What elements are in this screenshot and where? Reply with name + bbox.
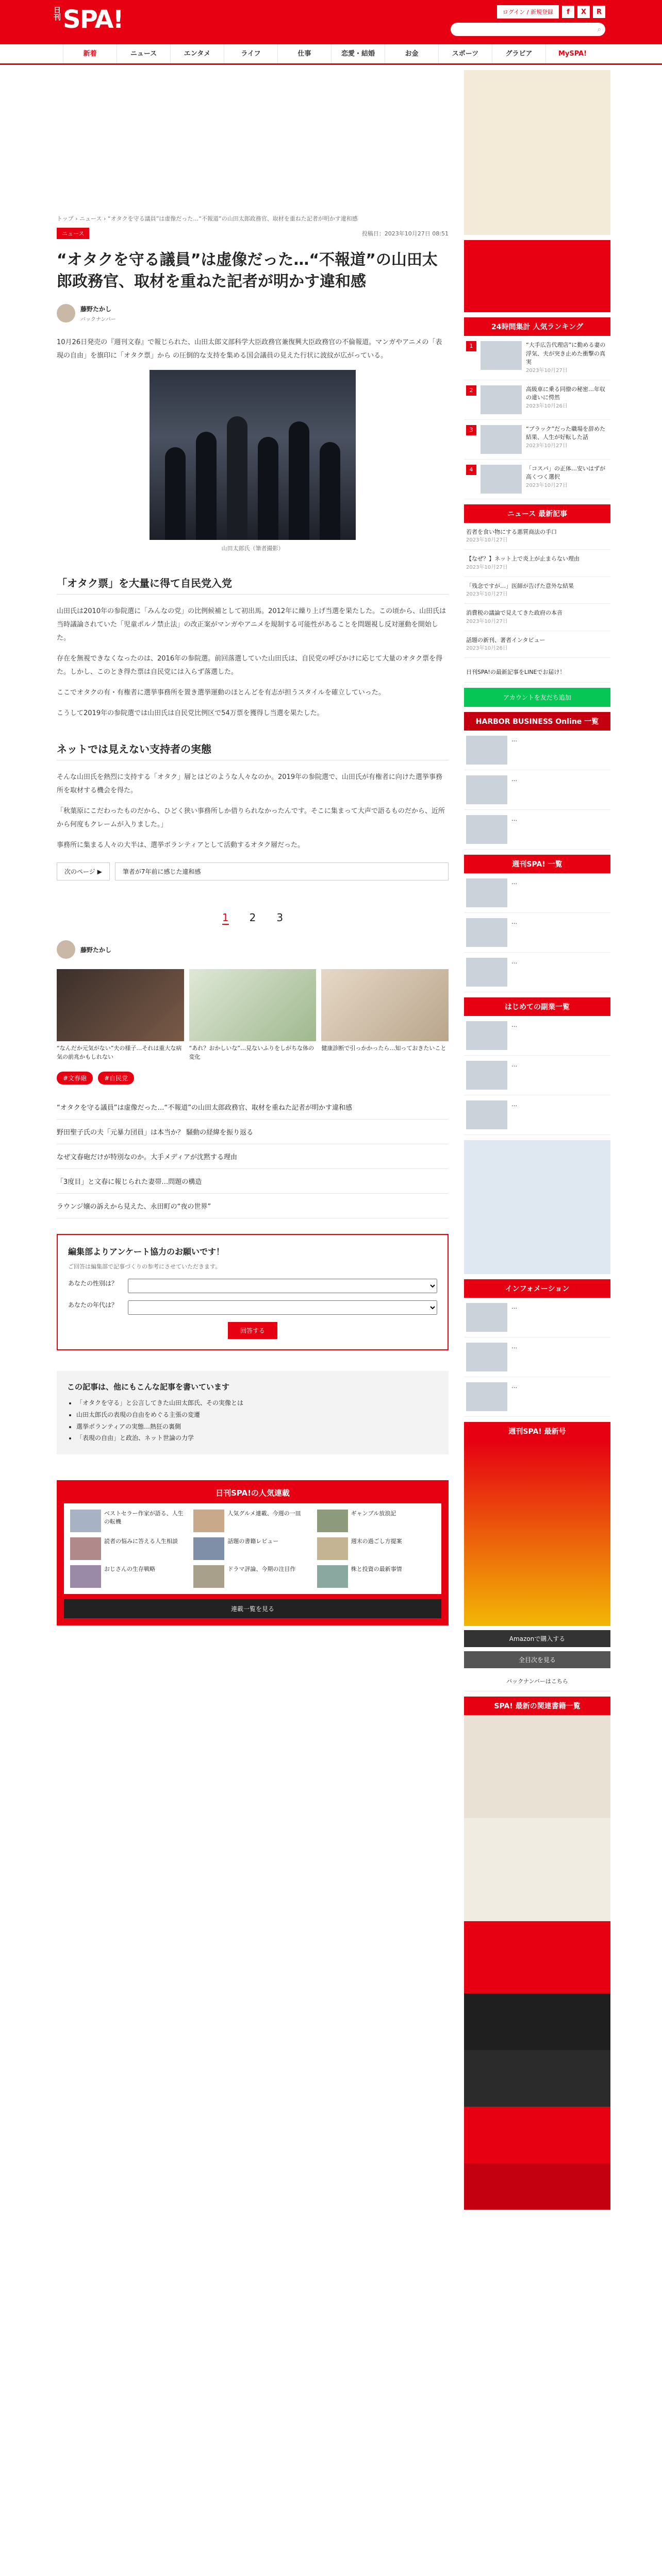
section-heading-1: 「オタク票」を大量に得て自民党入党 [57,575,449,595]
related-link[interactable]: “オタクを守る議員”は虚像だった…“不報道”の山田太郎政務官、取材を重ねた記者が明かす違和感 [57,1095,449,1120]
nav-item[interactable]: グラビア [492,44,545,63]
info-item[interactable]: … [464,1298,610,1337]
global-nav [0,44,662,65]
popular-item[interactable]: ギャンブル放浪記 [317,1510,435,1532]
article-body [57,336,449,554]
promo-banner[interactable] [464,240,610,312]
header-actions [497,5,605,19]
popular-series [57,1480,449,1625]
lead-paragraph: 10月26日発売の『週刊文春』で報じられた、山田太郎文部科学大臣政務官兼復興大臣政務官の不倫報道。マンガやアニメの「表現の自由」を旗印に「オタク票」から の圧倒的な支持を集める国会議員の見えた行状に波紋が広がっている。 [57,338,442,360]
paragraph: 存在を無視できなくなったのは、2016年の参院選。前回落選していた山田氏は、自民党の呼びかけに応じて大量のオタク票を得た。しかし、このとき得た票は自民党には入らず落選した。 [57,655,443,676]
popular-item[interactable]: 株と投資の最新事情 [317,1565,435,1588]
author-block [57,304,449,323]
x-icon[interactable]: X [577,6,590,18]
magazine-cover[interactable] [464,1440,610,1626]
weekly-box [464,1422,610,1692]
popular-item[interactable]: ベストセラー作家が語る、人生の転機 [70,1510,188,1532]
info-item[interactable]: … [464,1377,610,1417]
search-box [451,23,605,36]
page-2-link[interactable]: 2 [249,911,256,924]
survey-desc: ご回答は編集部で記事づくりの参考にさせていただきます。 [68,1263,221,1270]
paragraph: そんな山田氏を熱烈に支持する「オタク」層とはどのような人々なのか。2019年の参院選で、山田氏が有権者に向けた選挙事務所を取材する機会を得た。 [57,773,442,794]
hajimete-item[interactable]: … [464,1056,610,1095]
avatar[interactable] [57,304,75,323]
books-box [464,1697,610,2210]
news-item[interactable]: 【なぜ？】ネット上で炎上が止まらない理由 2023年10月27日 [464,550,610,577]
nav-item[interactable]: MySPA! [545,44,599,63]
photo-caption: 山田太郎氏（筆者撮影） [221,545,284,552]
section-body-1 [57,605,449,720]
book-cover[interactable] [464,1715,610,1818]
tag-link[interactable]: #文春砲 [57,1072,93,1084]
nav-item[interactable]: 新着 [63,44,117,63]
nav-item[interactable]: ニュース [117,44,170,63]
hajimete-head[interactable]: はじめての副業一覧 [464,997,610,1016]
info-box [464,1279,610,1417]
main-column [52,65,454,1651]
toc-button[interactable]: 全目次を見る [464,1651,610,1668]
related-thumb[interactable]: “あれ？おかしいな”…見ないふりをしがちな体の変化 [189,969,317,1061]
harbor-item[interactable]: … [464,810,610,850]
age-select[interactable] [128,1300,437,1315]
backnumber-link[interactable]: バックナンバーはこちら [464,1672,610,1692]
harbor-box [464,712,610,850]
related-link[interactable]: 「3度目」と文春に報じられた妻帯…問題の構造 [57,1169,449,1194]
author-other-articles [57,1371,449,1454]
sidebar [464,65,610,2210]
popular-item[interactable]: ドラマ評論、今期の注目作 [193,1565,311,1588]
recommend-item[interactable]: • 「表現の自由」と政治、ネット世論の力学 [76,1432,438,1444]
survey-title: 編集部よりアンケート協力のお願いです！ [68,1247,225,1257]
related-thumb[interactable]: 健康診断で引っかかったら…知っておきたいこと [321,969,449,1061]
survey-question: あなたの性別は？ [68,1279,437,1293]
survey-submit-button[interactable]: 回答する [228,1322,277,1339]
weekly-head: 週刊SPA! 最新号 [464,1422,610,1440]
hajimete-item[interactable]: … [464,1095,610,1135]
nav-item[interactable]: 恋愛・結婚 [331,44,385,63]
nav-item[interactable]: エンタメ [170,44,224,63]
related-link[interactable]: ラウンジ嬢の訴えから見えた、永田町の“夜の世界” [57,1194,449,1218]
tag-link[interactable]: #自民党 [98,1072,134,1084]
spa-box [464,855,610,992]
popular-item[interactable]: 話題の書籍レビュー [193,1537,311,1560]
spa-head[interactable]: 週刊SPA! 一覧 [464,855,610,873]
survey-question: あなたの年代は？ [68,1300,437,1315]
recommend-item[interactable]: • 「オタクを守る」と公言してきた山田太郎氏、その実像とは [76,1397,438,1409]
popular-item[interactable]: 週末の過ごし方提案 [317,1537,435,1560]
book-cover[interactable] [464,1921,610,1993]
author-name[interactable]: 藤野たかし [80,946,112,954]
news-item[interactable]: 話題の新刊、著者インタビュー 2023年10月26日 [464,631,610,658]
related-thumb[interactable]: “なんだか元気がない”夫の様子…それは重大な病気の前兆かもしれない [57,969,184,1061]
author-name[interactable]: 藤野たかし [80,305,112,313]
page-1-link[interactable]: 1 [222,911,229,924]
related-link[interactable]: 野田聖子氏の夫「元暴力団員」は本当か？ 騒動の経緯を振り返る [57,1120,449,1144]
series-list-button[interactable]: 連載一覧を見る [64,1599,441,1618]
book-cover[interactable] [464,2107,610,2163]
news-item[interactable]: 「残念ですが…」医師が告げた意外な結果 2023年10月27日 [464,577,610,604]
backnumber-link[interactable]: バックナンバー [80,316,116,323]
book-cover[interactable] [464,1818,610,1921]
popular-grid [64,1503,441,1594]
tag-list [57,1072,449,1084]
popular-item[interactable]: 読者の悩みに答える人生相談 [70,1537,188,1560]
ranking-item[interactable]: 4 「コスパ」の正体…安いはずが高くつく選択 2023年10月27日 [464,460,610,499]
nav-item[interactable]: お金 [385,44,438,63]
related-link[interactable]: なぜ文春砲だけが特別なのか。大手メディアが沈黙する理由 [57,1144,449,1169]
article-title: “オタクを守る議員”は虚像だった…“不報道”の山田太郎政務官、取材を重ねた記者が明かす違和感 [57,251,438,291]
spa-item[interactable]: … [464,913,610,953]
search-icon[interactable]: ⌕ [597,25,601,33]
nav-item[interactable]: スポーツ [438,44,492,63]
books-head: SPA! 最新の関連書籍一覧 [464,1697,610,1715]
section-heading-2: ネットでは見えない支持者の実態 [57,741,449,760]
article-meta [57,228,449,239]
pagination [52,911,454,925]
line-box [464,663,610,707]
ranking-head: 24時間集計 人気ランキング [464,317,610,336]
news-head: ニュース 最新記事 [464,504,610,523]
book-cover[interactable] [464,1993,610,2050]
recommend-title: この記事は、他にもこんな記事を書いています [67,1382,230,1392]
paragraph: 事務所に集まる人々の大半は、選挙ボランティアとして活動するオタク層だった。 [57,841,304,849]
news-item[interactable]: 消費税の議論で見えてきた政府の本音 2023年10月27日 [464,604,610,631]
info-head: インフォメーション [464,1279,610,1298]
ranking-item[interactable]: 3 “ブラック”だった職場を辞めた結果、人生が好転した話 2023年10月27日 [464,420,610,460]
harbor-item[interactable]: … [464,770,610,810]
related-links [57,1095,449,1218]
article-photo[interactable] [150,370,356,540]
hajimete-box [464,997,610,1135]
news-item[interactable]: 若者を食い物にする悪質商法の手口 2023年10月27日 [464,523,610,550]
login-button[interactable]: ログイン / 新規登録 [497,5,559,19]
paragraph: 「秋葉原にこだわったものだから、ひどく狭い事務所しか借りられなかったんです。そこに集まって大声で語るものだから、近所から何度もクレームが入りました。」 [57,807,445,828]
paragraph: こうして2019年の参院選では山田氏は自民党比例区で54万票を獲得し当選を果たした。 [57,709,324,717]
nav-item[interactable]: 仕事 [277,44,331,63]
recommend-item[interactable]: • 選挙ボランティアの実態…熱狂の裏側 [76,1421,438,1433]
spa-item[interactable]: … [464,873,610,913]
hajimete-item[interactable]: … [464,1016,610,1056]
gender-select[interactable] [128,1279,437,1293]
logo-small: 日刊 [53,6,61,21]
popular-item[interactable]: おじさんの生存戦略 [70,1565,188,1588]
line-add-button[interactable]: アカウントを友だち追加 [464,688,610,707]
facebook-icon[interactable]: f [562,6,574,18]
spa-item[interactable]: … [464,953,610,992]
breadcrumb[interactable]: トップ › ニュース › “オタクを守る議員”は虚像だった…“不報道”の山田太郎政務官、取材を重ねた記者が明かす違和感 [57,215,358,222]
survey-box [57,1234,449,1350]
publish-date: 投稿日：2023年10月27日 08:51 [361,230,449,237]
avatar[interactable] [57,940,75,959]
info-item[interactable]: … [464,1337,610,1377]
harbor-head[interactable]: HARBOR BUSINESS Online 一覧 [464,712,610,731]
rss-icon[interactable]: R [593,6,605,18]
ranking-item[interactable]: 1 “大手広告代理店”に勤める妻の浮気、夫が突き止めた衝撃の真実 2023年10月27日 [464,336,610,380]
site-header [0,0,662,44]
paragraph: 山田氏は2010年の参院選に「みんなの党」の比例候補として初出馬。2012年に繰り上げ当選を果たした。この頃から、山田氏は当時議論されていた「児童ポルノ禁止法」の改正案がマンガやアニメを規制する可能性があることを問題視し反対運動を開始した。 [57,607,446,642]
ranking-item[interactable]: 2 高級車に乗る同僚の秘密…年収の違いに愕然 2023年10月26日 [464,380,610,420]
next-page-button[interactable]: 次のページ ▶ [57,862,110,880]
next-page-title[interactable]: 筆者が7年前に感じた違和感 [115,862,449,880]
category-badge[interactable]: ニュース [57,228,89,239]
popular-title: 日刊SPA!の人気連載 [216,1488,290,1498]
amazon-button[interactable]: Amazonで購入する [464,1630,610,1647]
page-3-link[interactable]: 3 [276,911,284,924]
popular-item[interactable]: 人気グルメ連載、今週の一皿 [193,1510,311,1532]
recommend-item[interactable]: • 山田太郎氏の表現の自由をめぐる主張の変遷 [76,1409,438,1421]
book-cover[interactable] [464,2050,610,2107]
next-page-row [57,862,449,880]
line-text: 日刊SPA!の最新記事をLINEでお届け！ [464,663,610,683]
book-cover[interactable] [464,2163,610,2210]
ranking-box [464,317,610,499]
logo-big: SPA! [63,5,123,34]
site-logo[interactable] [52,4,123,40]
ad-banner[interactable] [464,70,610,235]
nav-item[interactable]: ライフ [224,44,277,63]
section-body-2 [57,771,449,852]
paragraph: ここでオタクの有・有権者に選挙事務所を置き選挙運動のほとんどを有志が担うスタイルを確立していった。 [57,689,385,697]
author-block-bottom [57,940,449,959]
ad-banner[interactable] [464,1140,610,1274]
harbor-item[interactable]: … [464,731,610,770]
search-input[interactable] [455,26,598,33]
news-box [464,504,610,658]
related-thumbs [57,969,449,1061]
